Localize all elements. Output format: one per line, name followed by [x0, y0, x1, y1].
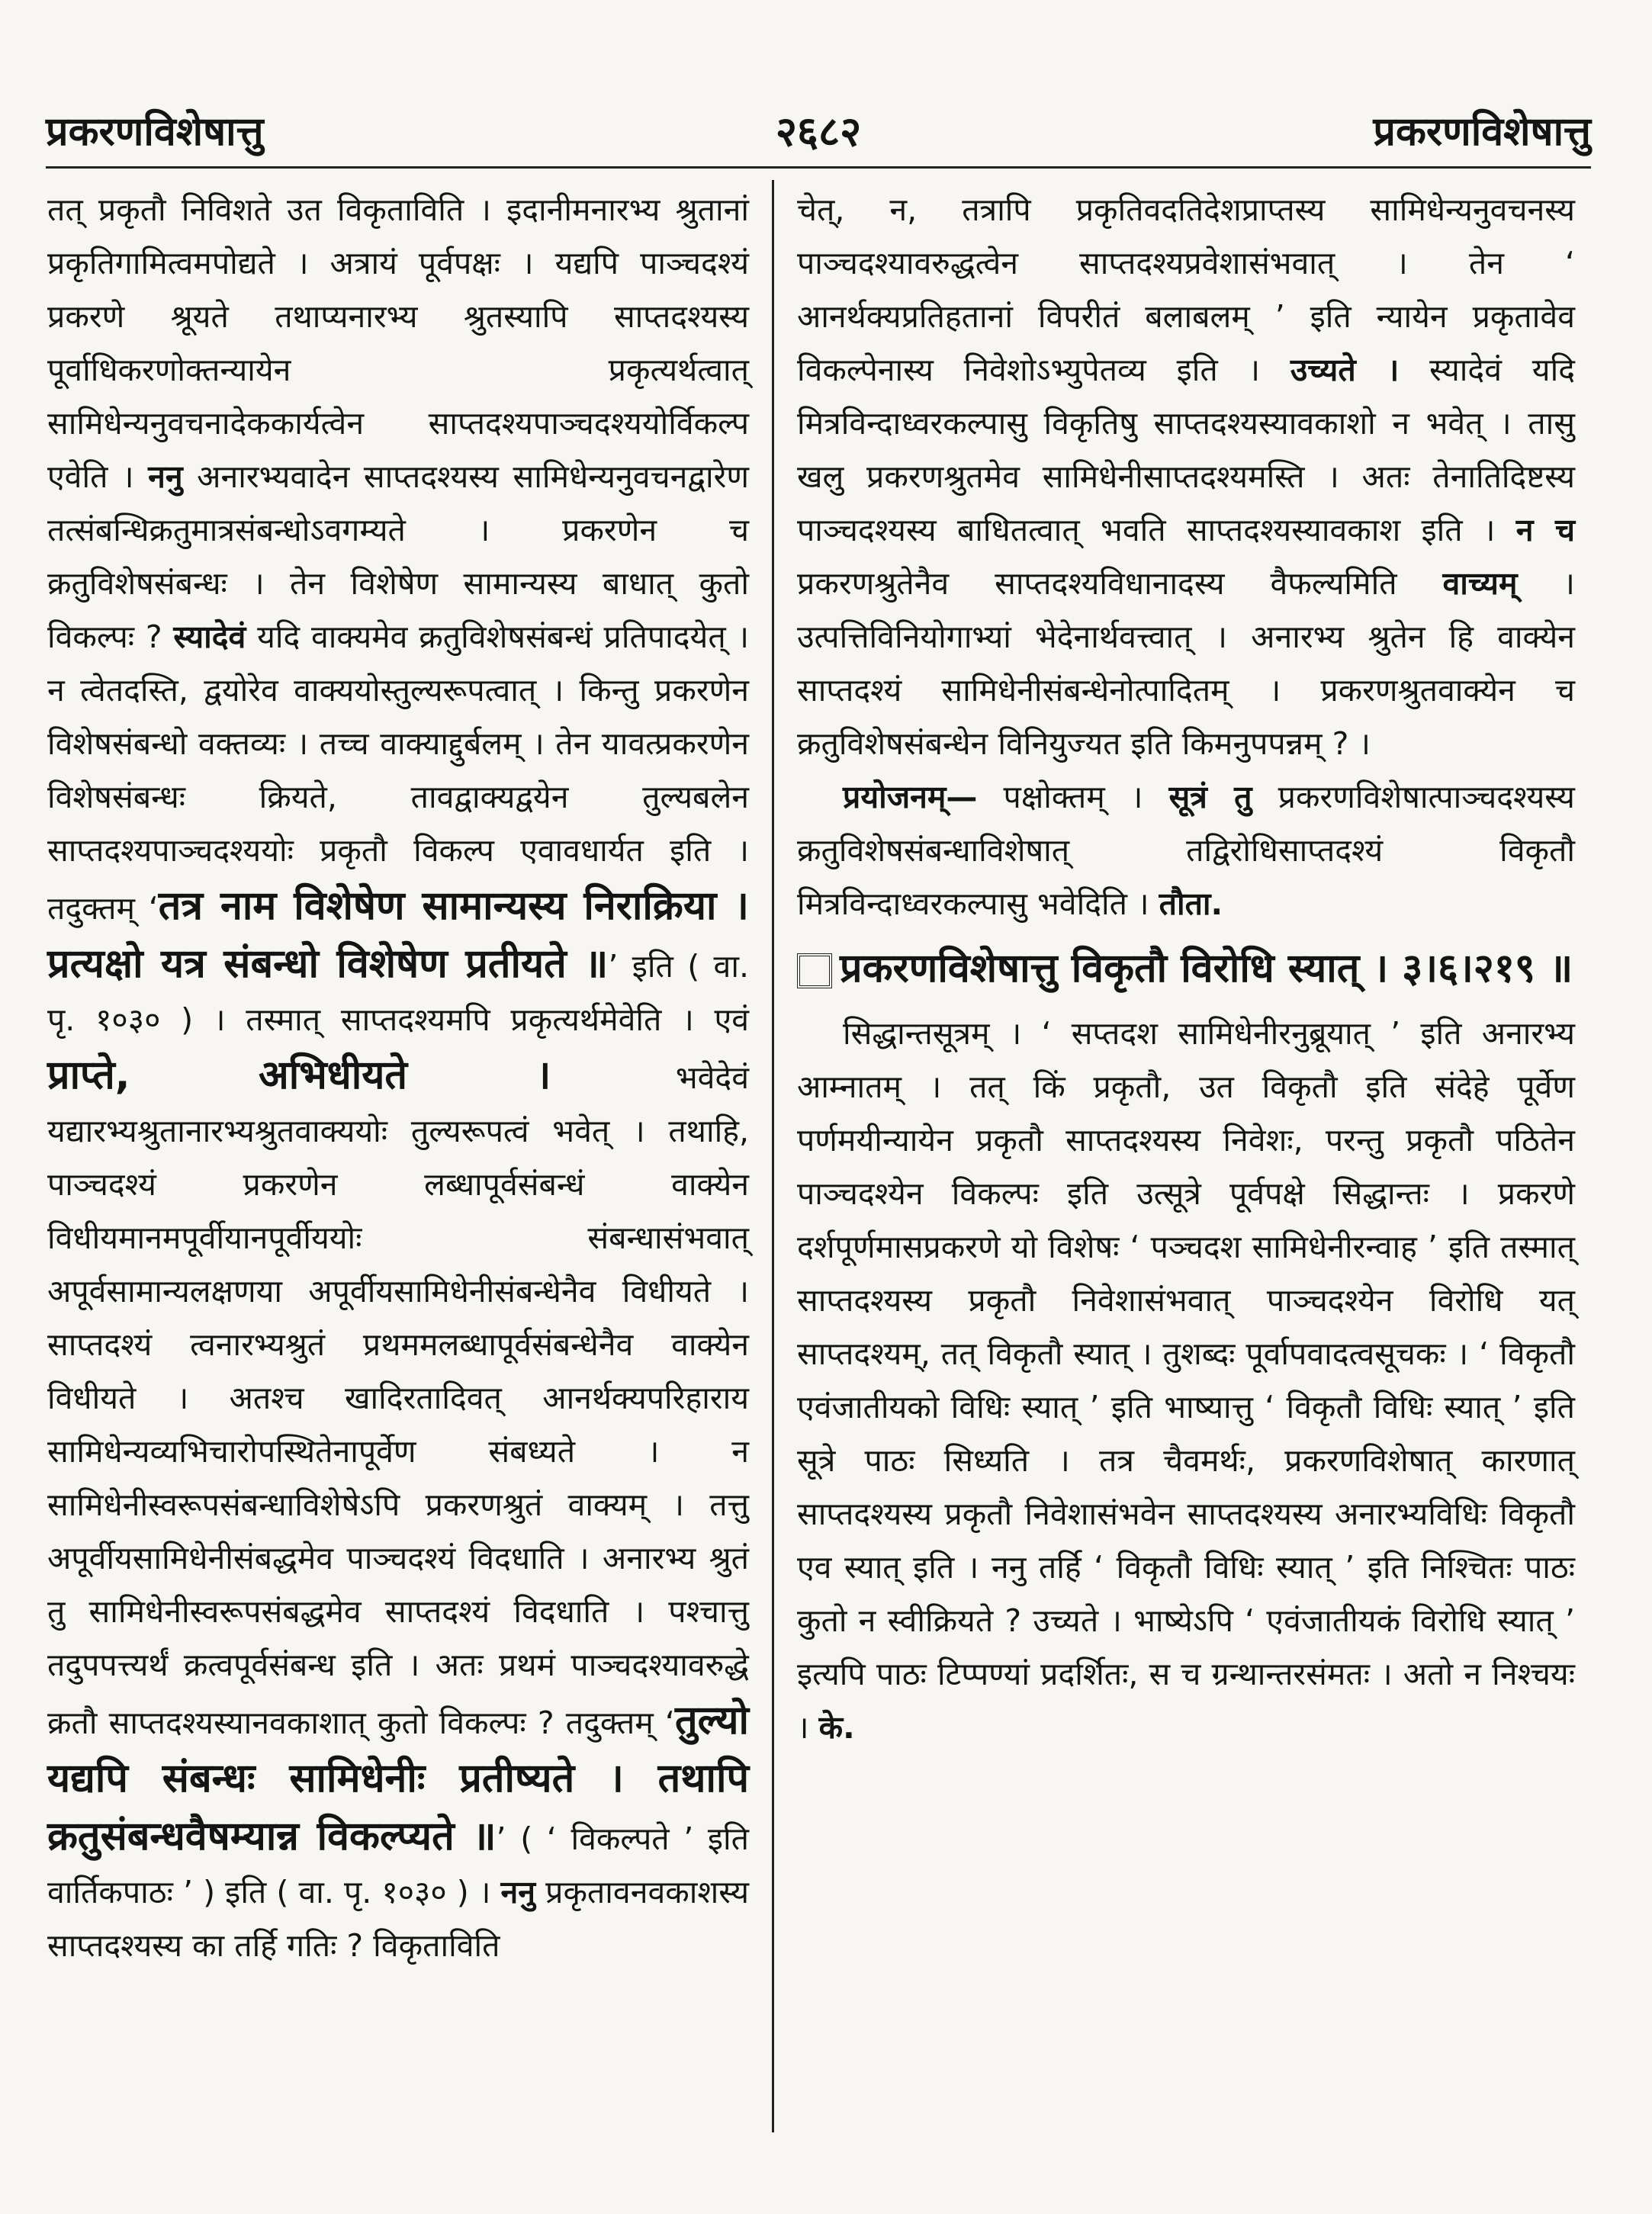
running-head-right: प्रकरणविशेषात्तु [1373, 108, 1591, 155]
sutra-text: प्रकरणविशेषात्तु विकृतौ विरोधि स्यात् । ३।६।२१९ ॥ [840, 946, 1573, 991]
text-run: । उत्पत्तिविनियोगाभ्यां भेदेनार्थवत्त्वात् । अनारभ्य श्रुतेन हि वाक्येन साप्तदश्यं सामिधेनीसंबन्धेनोत्पादितम् । प्रकरणश्रुतवाक्येन च क्रतुविशेषसंबन्धेन विनियुज्यत इति किमनुपपन्नम् ? । [797, 565, 1575, 762]
author-abbrev: के. [818, 1709, 855, 1746]
text-run: ’ ( ‘ विकल्पते ’ इति वार्तिकपाठः ’ ) इति ( वा. पृ. १०३० ) । [47, 1820, 749, 1910]
running-head-left: प्रकरणविशेषात्तु [46, 108, 264, 155]
author-abbrev: तौता. [1159, 885, 1223, 922]
right-paragraph [797, 1007, 1575, 1754]
sutra-heading [797, 938, 1575, 999]
verse-quote: तत्र नाम विशेषेण सामान्यस्य निराक्रिया । प्रत्यक्षो यत्र संबन्धो विशेषेण प्रतीयते ॥ [47, 883, 749, 987]
left-paragraph [47, 183, 749, 1972]
bold-keyword: प्रयोजनम्— [843, 779, 978, 815]
page-number: २६८२ [775, 108, 862, 156]
left-column [47, 183, 749, 1972]
column-divider [772, 180, 774, 2132]
right-column [797, 183, 1575, 1754]
bold-keyword: प्राप्ते, अभिधीयते । [47, 1052, 551, 1098]
text-run: प्रकरणविशेषात्पाञ्चदश्यस्य क्रतुविशेषसंबन्धाविशेषात् तद्विरोधिसाप्तदश्यं विकृतौ मित्रविन्दाध्वरकल्पासु भवेदिति । [797, 779, 1575, 922]
bold-keyword: स्यादेवं [173, 619, 246, 655]
sutra-marker-icon [797, 953, 832, 988]
bold-keyword: सूत्रं तु [1168, 779, 1252, 815]
header-rule [46, 166, 1591, 169]
text-run: सिद्धान्तसूत्रम् । ‘ सप्तदश सामिधेनीरनुब्रूयात् ’ इति अनारभ्य आम्नातम् । तत् किं प्रकृतौ, उत विकृतौ इति संदेहे पूर्वेण पर्णमयीन्यायेन प्रकृतौ साप्तदश्यस्य निवेशः, परन्तु प्रकृतौ पठितेन पाञ्चदश्येन विकल्पः इति उत्सूत्रे पूर्वपक्षे सिद्धान्तः । प्रकरणे दर्शपूर्णमासप्रकरणे यो विशेषः ‘ पञ्चदश सामिधेनीरन्वाह ’ इति तस्मात् साप्तदश्यस्य प्रकृतौ निवेशासंभवात् पाञ्चदश्येन विरोधि यत् साप्तदश्यम्, तत् विकृतौ स्यात् । तुशब्दः पूर्वापवादत्वसूचकः । ‘ विकृतौ एवंजातीयको विधिः स्यात् ’ इति भाष्यात्तु ‘ विकृतौ विधिः स्यात् ’ इति सूत्रे पाठः सिध्यति । तत्र चैवमर्थः, प्रकरणविशेषात् कारणात् साप्तदश्यस्य प्रकृतौ निवेशासंभवेन साप्तदश्यस्य अनारभ्यविधिः विकृतौ एव स्यात् इति । ननु तर्हि ‘ विकृतौ विधिः स्यात् ’ इति निश्चितः पाठः कुतो न स्वीक्रियते ? उच्यते । भाष्येऽपि ‘ एवंजातीयकं विरोधि स्यात् ’ इत्यपि पाठः टिप्पण्यां प्रदर्शितः, स च ग्रन्थान्तरसंमतः । अतो न निश्चयः । [797, 1015, 1575, 1746]
verse-quote: तुल्यो यद्यपि संबन्धः सामिधेनीः प्रतीष्यते । तथापि क्रतुसंबन्धवैषम्यान्न विकल्प्यते ॥ [47, 1698, 749, 1859]
text-run: यदि वाक्यमेव क्रतुविशेषसंबन्धं प्रतिपादयेत् । न त्वेतदस्ति, द्वयोरेव वाक्ययोस्तुल्यरूपत्वात् । किन्तु प्रकरणेन विशेषसंबन्धो वक्तव्यः । तच्च वाक्याद्दुर्बलम् । तेन यावत्प्रकरणेन विशेषसंबन्धः क्रियते, तावद्वाक्यद्वयेन तुल्यबलेन साप्तदश्यपाञ्चदश्ययोः प्रकृतौ विकल्प एवावधार्यत इति । तदुक्तम् ‘ [47, 619, 749, 927]
text-run: पक्षोक्तम् । [1003, 779, 1143, 815]
text-run: चेत्, न, तत्रापि प्रकृतिवदतिदेशप्राप्तस्य सामिधेन्यनुवचनस्य पाञ्चदश्यावरुद्धत्वेन साप्तदश्यप्रवेशासंभवात् । तेन ‘ आनर्थक्यप्रतिहतानां विपरीतं बलाबलम् ’ इति न्यायेन प्रकृतावेव विकल्पेनास्य निवेशोऽभ्युपेतव्य इति । [797, 191, 1575, 388]
right-paragraph [797, 770, 1575, 930]
text-run: अनारभ्यवादेन साप्तदश्यस्य सामिधेन्यनुवचनद्वारेण तत्संबन्धिक्रतुमात्रसंबन्धोऽवगम्यते । प्रकरणेन च क्रतुविशेषसंबन्धः । तेन विशेषेण सामान्यस्य बाधात् कुतो विकल्पः ? [47, 458, 749, 655]
right-paragraph [797, 183, 1575, 770]
page-header [46, 99, 1591, 160]
bold-keyword: ननु [148, 458, 183, 495]
text-run: तत् प्रकृतौ निविशते उत विकृताविति । इदानीमनारभ्य श्रुतानां प्रकृतिगामित्वमपोद्यते । अत्रायं पूर्वपक्षः । यद्यपि पाञ्चदश्यं प्रकरणे श्रूयते तथाप्यनारभ्य श्रुतस्यापि साप्तदश्यस्य पूर्वाधिकरणोक्तन्यायेन प्रकृत्यर्थत्वात् सामिधेन्यनुवचनादेककार्यत्वेन साप्तदश्यपाञ्चदश्ययोर्विकल्प एवेति । [47, 191, 749, 495]
text-run: प्रकरणश्रुतेनैव साप्तदश्यविधानादस्य वैफल्यमिति [797, 565, 1397, 602]
bold-keyword: न च [1515, 512, 1575, 548]
text-run: प्रकृतावनवकाशस्य साप्तदश्यस्य का तर्हि गतिः ? विकृताविति [47, 1874, 749, 1964]
bold-keyword: उच्यते । [1290, 352, 1400, 388]
text-run: स्यादेवं यदि मित्रविन्दाध्वरकल्पासु विकृतिषु साप्तदश्यस्यावकाशो न भवेत् । तासु खलु प्रकरणश्रुतमेव सामिधेनीसाप्तदश्यमस्ति । अतः तेनातिदिष्टस्य पाञ्चदश्यस्य बाधितत्वात् भवति साप्तदश्यस्यावकाश इति । [797, 352, 1575, 548]
bold-keyword: वाच्यम् [1442, 565, 1518, 602]
text-run: ’ इति ( वा. पृ. १०३० ) । तस्मात् साप्तदश्यमपि प्रकृत्यर्थमेवेति । एवं [47, 948, 749, 1038]
bold-keyword: ननु [500, 1874, 536, 1910]
text-run: भवेदेवं यद्यारभ्यश्रुतानारभ्यश्रुतवाक्ययोः तुल्यरूपत्वं भवेत् । तथाहि, पाञ्चदश्यं प्रकरणेन लब्धापूर्वसंबन्धं वाक्येन विधीयमानमपूर्वीयानपूर्वीययोः संबन्धासंभवात् अपूर्वसामान्यलक्षणया अपूर्वीयसामिधेनीसंबन्धेनैव विधीयते । साप्तदश्यं त्वनारभ्यश्रुतं प्रथममलब्धापूर्वसंबन्धेनैव वाक्येन विधीयते । अतश्च खादिरतादिवत् आनर्थक्यपरिहाराय सामिधेन्यव्यभिचारोपस्थितेनापूर्वेण संबध्यते । न सामिधेनीस्वरूपसंबन्धाविशेषेऽपि प्रकरणश्रुतं वाक्यम् । तत्तु अपूर्वीयसामिधेनीसंबद्धमेव पाञ्चदश्यं विदधाति । अनारभ्य श्रुतं तु सामिधेनीस्वरूपसंबद्धमेव साप्तदश्यं विदधाति । पश्चात्तु तदुपपत्त्यर्थं क्रत्वपूर्वसंबन्ध इति । अतः प्रथमं पाञ्चदश्यावरुद्धे क्रतौ साप्तदश्यस्यानवकाशात् कुतो विकल्पः ? तदुक्तम् ‘ [47, 1059, 749, 1741]
